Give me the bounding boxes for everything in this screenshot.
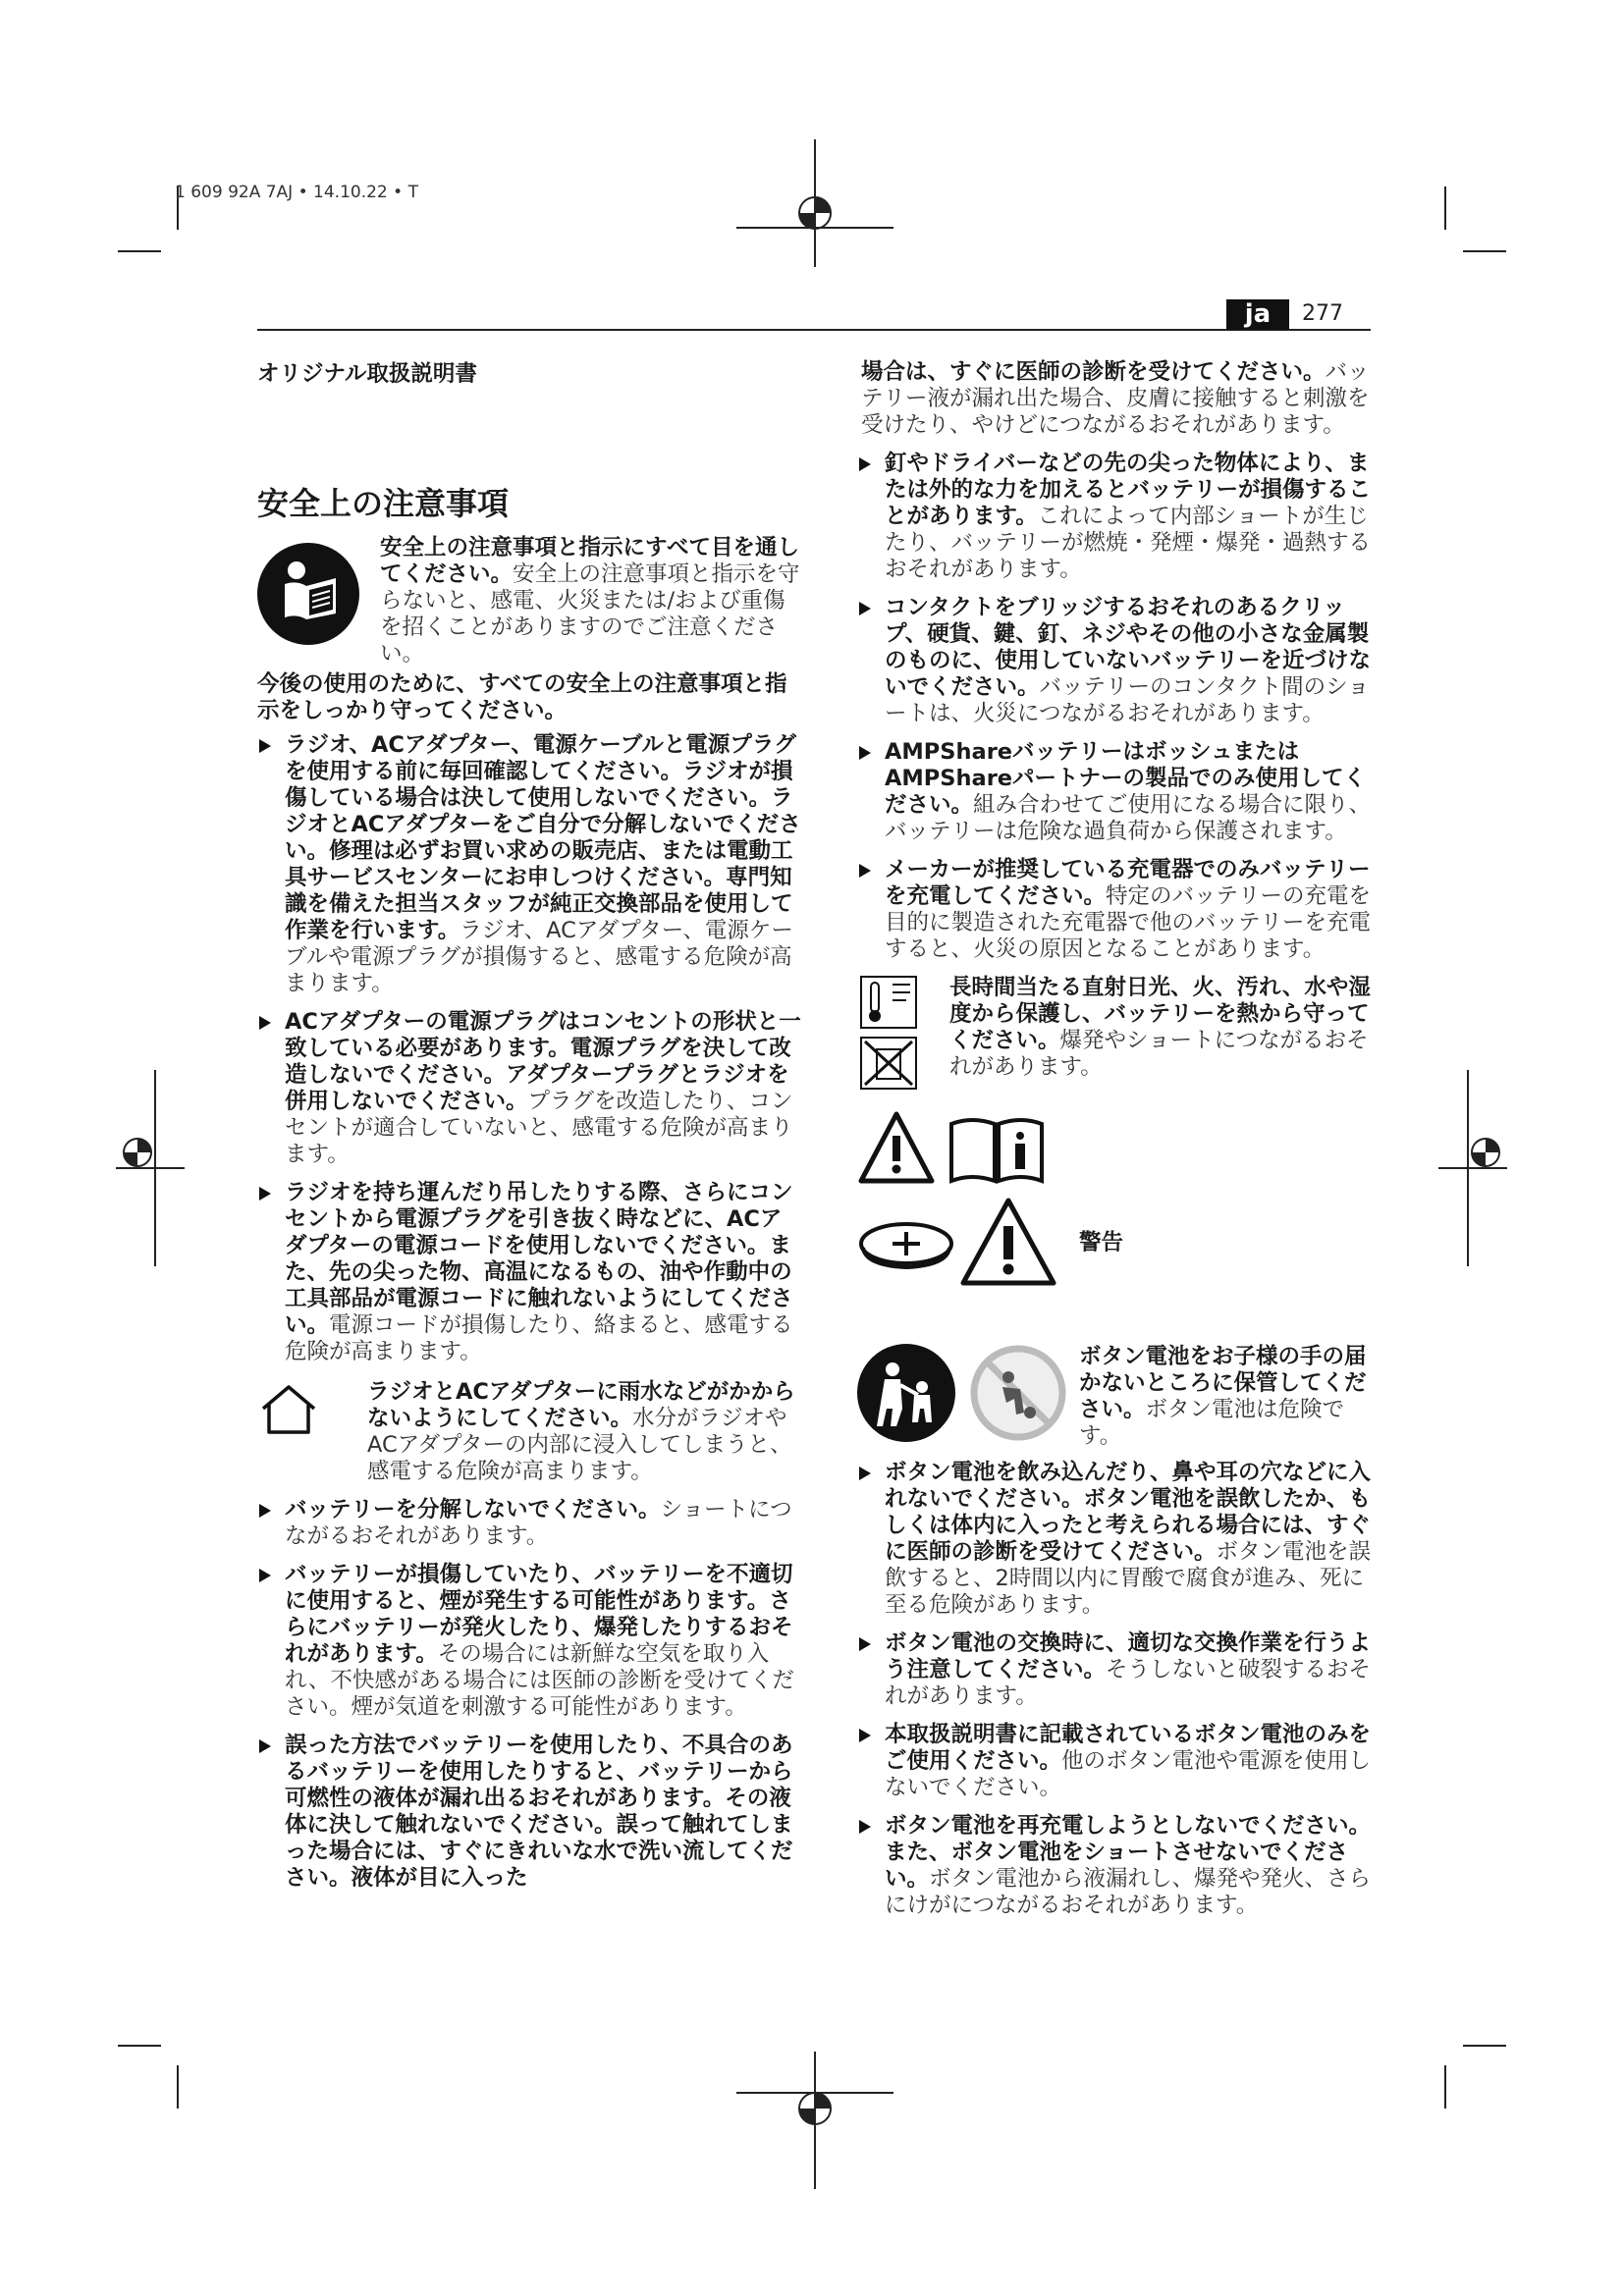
crop-mark: [1444, 187, 1446, 230]
bullet-bold: ボタン電池を飲み込んだり、鼻や耳の穴などに入れないでください。ボタン電池を誤飲したか、もしくは体内に入ったと考えられる場合には、すぐに医師の診断を受けてください。: [885, 1460, 1372, 1565]
page-number: 277: [1302, 301, 1343, 326]
read-instructions-book-icon: [947, 1116, 1046, 1185]
list-item: [257, 1497, 802, 1550]
list-item: [257, 1562, 802, 1721]
bullet-regular: ラジオ、ACアダプター、電源ケーブルや電源プラグが損傷すると、感電する危険が高まります。: [285, 918, 793, 996]
bullet-regular: その場合には新鮮な空気を取り入れ、不快感がある場合には医師の診断を受けてください。煙が気道を刺激する可能性があります。: [285, 1641, 794, 1720]
list-item: [857, 857, 1378, 963]
bullet-bold: ラジオを持ち運んだり吊したりする際、さらにコンセントから電源プラグを引き抜く時などに、ACアダプターの電源コードを使用しないでください。また、先の尖った物、高温になるもの、油や作動中の工具部品が電源コードに触れないようにしてください。: [285, 1180, 793, 1338]
bullet-triangle-icon: [859, 1637, 871, 1651]
no-water-icon: [859, 1036, 918, 1091]
bullet-bold: 釘やドライバーなどの先の尖った物体により、または外的な力を加えるとバッテリーが損傷することがあります。: [885, 451, 1372, 529]
warning-triangle-icon: [959, 1197, 1057, 1287]
left-column-body: [257, 535, 802, 1903]
crop-mark: [1444, 2065, 1446, 2109]
crop-mark: [118, 2045, 161, 2047]
bullet-triangle-icon: [859, 457, 871, 471]
list-item: [857, 595, 1378, 727]
doc-title: オリジナル取扱説明書: [257, 361, 477, 387]
intro-bold: 安全上の注意事項と指示にすべて目を通してください。: [380, 535, 800, 587]
crop-mark: [1463, 250, 1506, 252]
bullet-bold: ACアダプターの電源プラグはコンセントの形状と一致している必要があります。電源プラグを決して改造しないでください。アダプタープラグとラジオを併用しないでください。: [285, 1009, 801, 1114]
language-badge: ja: [1226, 299, 1289, 330]
crop-mark: [1463, 2045, 1506, 2047]
left-column: [257, 361, 802, 388]
list-item: [857, 1722, 1378, 1801]
temperature-warning-icon: [859, 975, 918, 1030]
bullet-triangle-icon: [859, 1820, 871, 1834]
list-item: [257, 1180, 802, 1365]
warning-triangle-icon: [857, 1110, 936, 1185]
bullet-bold: バッテリーを分解しないでください。: [285, 1497, 661, 1522]
button-cell-icon: [857, 1218, 955, 1273]
warning-pictograms: [857, 1110, 1378, 1336]
list-item: [857, 1813, 1378, 1919]
bullet-triangle-icon: [259, 739, 271, 753]
warning-label: 警告: [1079, 1230, 1124, 1255]
crop-mark: [177, 2065, 179, 2109]
header-rule: [257, 329, 1371, 331]
sun-bold: 長時間当たる直射日光、火、汚れ、水や湿度から保護し、バッテリーを熱から守ってください。: [949, 975, 1371, 1053]
bullet-regular: ボタン電池から液漏れし、爆発や発火、さらにけがにつながるおそれがあります。: [885, 1866, 1372, 1918]
rain-regular: 水分がラジオやACアダプターの内部に浸入してしまうと、感電する危険が高まります。: [367, 1406, 792, 1484]
bullet-triangle-icon: [859, 746, 871, 760]
bullet-triangle-icon: [859, 602, 871, 615]
sun-regular: 爆発やショートにつながるおそれがあります。: [949, 1028, 1369, 1080]
right-column: [857, 359, 1378, 1931]
registration-mark-icon: [116, 1070, 185, 1266]
continued-bold: 場合は、すぐに医師の診断を受けてください。: [861, 359, 1326, 385]
crop-mark: [118, 250, 161, 252]
child-hand-icon: [857, 1344, 955, 1442]
keep-note: 今後の使用のために、すべての安全上の注意事項と指示をしっかり守ってください。: [257, 671, 787, 723]
bullet-bold: 誤った方法でバッテリーを使用したり、不具合のあるバッテリーを使用したりすると、バッテリーから可燃性の液体が漏れ出るおそれがあります。その液体に決して触れないでください。誤って触れてしまった場合には、すぐにきれいな水で洗い流してください。液体が目に入った: [285, 1733, 793, 1891]
child-bold: ボタン電池をお子様の手の届かないところに保管してください。: [1079, 1344, 1367, 1422]
bullet-triangle-icon: [859, 864, 871, 878]
keep-away-from-children-icon: [969, 1344, 1067, 1442]
bullet-bold: メーカーが推奨している充電器でのみバッテリーを充電してください。: [885, 857, 1371, 909]
bullet-bold: ボタン電池の交換時に、適切な交換作業を行うよう注意してください。: [885, 1630, 1372, 1682]
list-item: [857, 739, 1378, 845]
bullet-regular: ショートにつながるおそれがあります。: [285, 1497, 792, 1549]
bullet-regular: バッテリーのコンタクト間のショートは、火災につながるおそれがあります。: [885, 674, 1370, 726]
registration-mark-icon: [727, 2032, 903, 2189]
bullet-regular: ボタン電池を誤飲すると、2時間以内に胃酸で腐食が進み、死に至る危険があります。: [885, 1539, 1372, 1618]
bullet-triangle-icon: [259, 1504, 271, 1518]
list-item: [257, 1733, 802, 1892]
bullet-regular: 特定のバッテリーの充電を目的に製造された充電器で他のバッテリーを充電すると、火災の原因となることがあります。: [885, 883, 1372, 962]
section-title: 安全上の注意事項: [257, 485, 510, 522]
continued-regular: バッテリー液が漏れ出た場合、皮膚に接触すると刺激を受けたり、やけどにつながるおそれがあります。: [861, 359, 1370, 438]
bullet-regular: そうしないと破裂するおそれがあります。: [885, 1657, 1372, 1709]
bullet-bold: ラジオ、ACアダプター、電源ケーブルと電源プラグを使用する前に毎回確認してください。ラジオが損傷している場合は決して使用しないでください。ラジオとACアダプターをご自分で分解しないでください。修理は必ずお買い求めの販売店、または電動工具サービスセンターにお申しつけください。専門知識を備えた担当スタッフが純正交換部品を使用して作業を行います。: [285, 732, 801, 943]
bullet-regular: 電源コードが損傷したり、絡まると、感電する危険が高まります。: [285, 1312, 793, 1364]
bullet-bold: AMPShareバッテリーはボッシュまたはAMPShareパートナーの製品でのみ使用してください。: [885, 739, 1367, 818]
child-regular: ボタン電池は危険です。: [1079, 1397, 1345, 1449]
bullet-bold: バッテリーが損傷していたり、バッテリーを不適切に使用すると、煙が発生する可能性があります。さらにバッテリーが発火したり、爆発したりするおそれがあります。: [285, 1562, 793, 1667]
bullet-triangle-icon: [859, 1467, 871, 1480]
bullet-bold: 本取扱説明書に記載されているボタン電池のみをご使用ください。: [885, 1722, 1372, 1774]
list-item: [857, 1630, 1378, 1710]
read-manual-icon: [257, 543, 360, 646]
registration-mark-icon: [1438, 1070, 1507, 1266]
list-item: [857, 1460, 1378, 1619]
bullet-regular: 組み合わせてご使用になる場合に限り、バッテリーは危険な過負荷から保護されます。: [885, 792, 1372, 844]
intro-regular: 安全上の注意事項と指示を守らないと、感電、火災または/および重傷を招くことがありますのでご注意ください。: [380, 561, 800, 667]
registration-mark-icon: [727, 139, 903, 296]
list-item: [857, 451, 1378, 583]
list-item: [257, 1009, 802, 1168]
bullet-regular: プラグを改造したり、コンセントが適合していないと、感電する危険が高まります。: [285, 1089, 793, 1167]
indoor-use-house-icon: [257, 1383, 320, 1436]
rain-bold: ラジオとACアダプターに雨水などがかからないようにしてください。: [367, 1379, 795, 1431]
bullet-bold: ボタン電池を再充電しようとしないでください。また、ボタン電池をショートさせないでください。: [885, 1813, 1372, 1892]
list-item: [257, 732, 802, 997]
bullet-regular: これによって内部ショートが生じたり、バッテリーが燃焼・発煙・爆発・過熱するおそれがあります。: [885, 504, 1372, 582]
bullet-triangle-icon: [259, 1187, 271, 1201]
bullet-triangle-icon: [259, 1569, 271, 1582]
bullet-triangle-icon: [259, 1016, 271, 1030]
bullet-triangle-icon: [259, 1739, 271, 1753]
bullet-regular: 他のボタン電池や電源を使用しないでください。: [885, 1748, 1372, 1800]
print-meta: 1 609 92A 7AJ • 14.10.22 • T: [175, 183, 418, 202]
bullet-bold: コンタクトをブリッジするおそれのあるクリップ、硬貨、鍵、釘、ネジやその他の小さな金属製のものに、使用していないバッテリーを近づけないでください。: [885, 595, 1372, 700]
bullet-triangle-icon: [859, 1729, 871, 1742]
